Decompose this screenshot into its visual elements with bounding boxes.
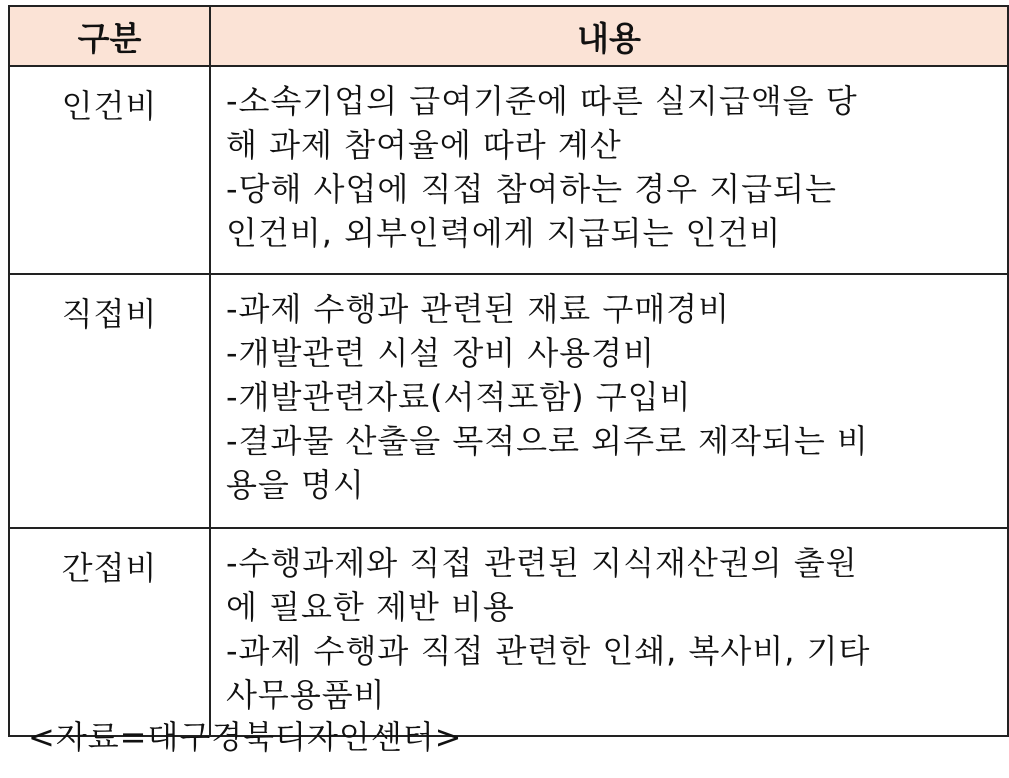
header-content: 내용 xyxy=(210,6,1008,66)
row-content xyxy=(210,274,1008,528)
content-line: -당해 사업에 직접 참여하는 경우 지급되는 xyxy=(226,170,837,208)
table-header-row xyxy=(9,6,1008,66)
content-line: -결과물 산출을 목적으로 외주로 제작되는 비 xyxy=(226,422,869,460)
source-caption: <자료=대구경북디자인센터> xyxy=(28,718,463,756)
content-line: 해 과제 참여율에 따라 계산 xyxy=(226,126,622,164)
content-line: -수행과제와 직접 관련된 지식재산권의 출원 xyxy=(226,544,858,582)
content-line: 사무용품비 xyxy=(226,676,386,714)
content-line: 에 필요한 제반 비용 xyxy=(226,588,515,626)
row-category: 직접비 xyxy=(9,274,210,528)
content-line: -과제 수행과 직접 관련한 인쇄, 복사비, 기타 xyxy=(226,632,871,670)
row-content xyxy=(210,528,1008,736)
row-category: 인건비 xyxy=(9,66,210,274)
table-row xyxy=(9,66,1008,274)
row-category: 간접비 xyxy=(9,528,210,736)
header-category: 구분 xyxy=(9,6,210,66)
content-line: -소속기업의 급여기준에 따른 실지급액을 당 xyxy=(226,82,858,120)
content-line: 용을 명시 xyxy=(226,466,365,504)
cost-table xyxy=(8,5,1009,737)
table-row xyxy=(9,274,1008,528)
cost-table-container xyxy=(8,5,1007,737)
row-content xyxy=(210,66,1008,274)
content-line: -과제 수행과 관련된 재료 구매경비 xyxy=(226,290,731,328)
content-line: -개발관련 시설 장비 사용경비 xyxy=(226,334,656,372)
content-line: 인건비, 외부인력에게 지급되는 인건비 xyxy=(226,214,782,252)
table-row xyxy=(9,528,1008,736)
content-line: -개발관련자료(서적포함) 구입비 xyxy=(226,378,692,416)
